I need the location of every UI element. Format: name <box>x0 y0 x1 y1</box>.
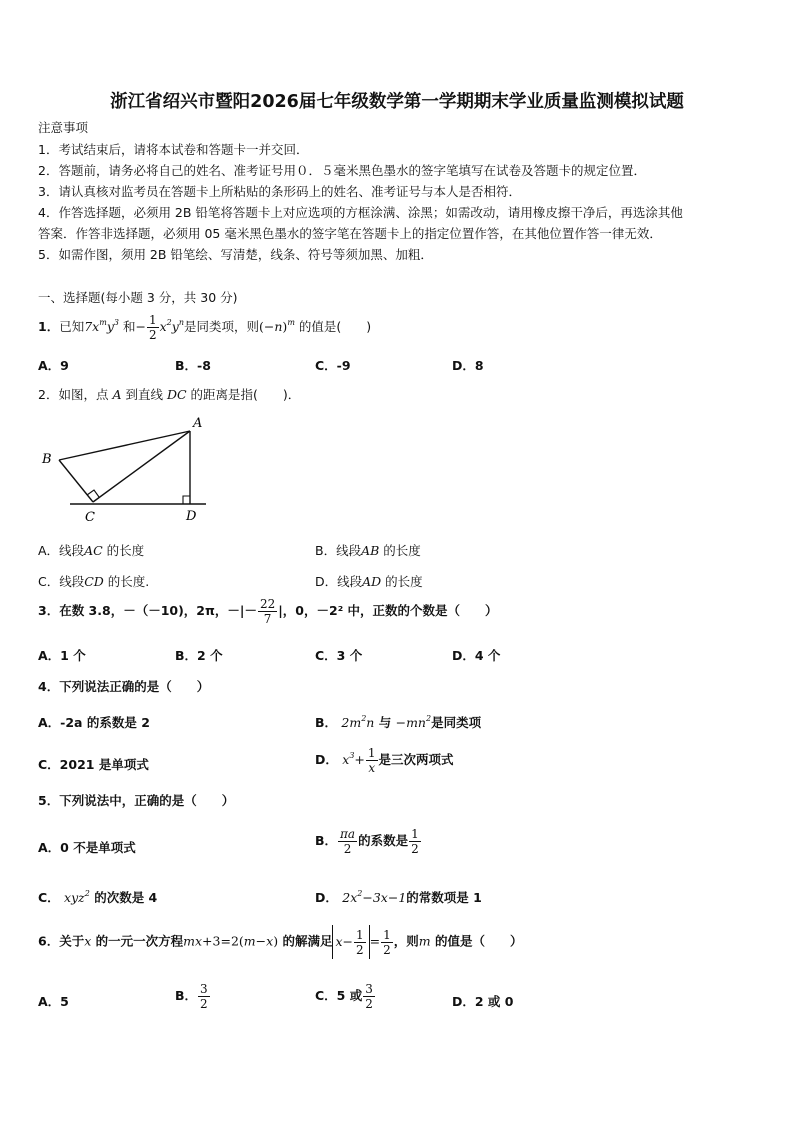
q4-option-c[interactable]: C．2021 是单项式 <box>38 757 149 772</box>
geometry-figure <box>36 412 216 527</box>
section-heading: 一、选择题(每小题 3 分，共 30 分) <box>38 290 238 305</box>
right-angle-d <box>183 496 190 504</box>
label-a: A <box>193 416 203 431</box>
q2-option-b[interactable]: B．线段AB 的长度 <box>315 543 421 558</box>
segment-bc <box>59 460 93 502</box>
question-5: 5．下列说法中，正确的是（ ） <box>38 793 235 808</box>
notice-item: 2．答题前，请务必将自己的姓名、准考证号用０．５毫米黑色墨水的签字笔填写在试卷及答题卡的规定位置． <box>38 163 646 178</box>
question-2: 2．如图，点 A 到直线 DC 的距离是指( )． <box>38 387 301 402</box>
label-b: B <box>42 452 52 467</box>
q6-option-b[interactable]: B． $\frac{3}{2}$ <box>175 982 208 1011</box>
q4-option-a[interactable]: A．-2a 的系数是 2 <box>38 715 150 730</box>
notice-item: 3．请认真核对监考员在答题卡上所粘贴的条形码上的姓名、准考证号与本人是否相符． <box>38 184 521 199</box>
q3-option-c[interactable]: C．3 个 <box>315 648 363 663</box>
question-4: 4．下列说法正确的是（ ） <box>38 679 210 694</box>
q3-option-b[interactable]: B．2 个 <box>175 648 223 663</box>
q2-option-c[interactable]: C．线段CD 的长度. <box>38 574 150 589</box>
q1-option-a[interactable]: A．9 <box>38 358 69 373</box>
question-1: 1．已知$7x^my^3$ 和− $\frac{1}{2}$ $x^2y^n$是同类项，则$(-n)^m$ 的值是( ) <box>38 313 372 342</box>
q5-option-c[interactable]: C． xyz$^2$ 的次数是 4 <box>38 889 158 905</box>
q2-option-a[interactable]: A．线段AC 的长度 <box>38 543 145 558</box>
q2-option-d[interactable]: D．线段AD 的长度 <box>315 574 423 589</box>
q3-option-a[interactable]: A．1 个 <box>38 648 86 663</box>
q4-option-b[interactable]: B． $2m^2n$ 与 $-mn^2$是同类项 <box>315 714 482 730</box>
label-d: D <box>186 509 197 524</box>
q6-option-d[interactable]: D．2 或 0 <box>452 994 514 1009</box>
q5-option-a[interactable]: A．0 不是单项式 <box>38 840 136 855</box>
q1-option-d[interactable]: D．8 <box>452 358 484 373</box>
label-c: C <box>85 510 95 525</box>
q6-option-a[interactable]: A．5 <box>38 994 69 1009</box>
q6-option-c[interactable]: C．5 或 $\frac{3}{2}$ <box>315 982 373 1011</box>
q1-option-b[interactable]: B．-8 <box>175 358 211 373</box>
notice-item: 4．作答选择题，必须用 2B 铅笔将答题卡上对应选项的方框涂满、涂黑；如需改动，请用橡皮擦干净后，再选涂其他 <box>38 205 683 220</box>
notice-heading: 注意事项 <box>38 120 89 135</box>
question-3: 3．在数 3.8，－（－10)，2π，－|－ $\frac{22}{7}$ |，0，－2² 中，正数的个数是（ ） <box>38 597 498 626</box>
notice-item: 5．如需作图，须用 2B 铅笔绘、写清楚，线条、符号等须加黑、加粗． <box>38 247 433 262</box>
page-title: 浙江省绍兴市暨阳2026届七年级数学第一学期期末学业质量监测模拟试题 <box>110 92 684 112</box>
notice-item: 答案．作答非选择题，必须用 05 毫米黑色墨水的签字笔在答题卡上的指定位置作答，在其他位置作答一律无效． <box>38 226 662 241</box>
notice-item: 1．考试结束后，请将本试卷和答题卡一并交回． <box>38 142 309 157</box>
q3-option-d[interactable]: D．4 个 <box>452 648 501 663</box>
q5-option-d[interactable]: D． $2x^2-3x-1$的常数项是 1 <box>315 889 482 905</box>
question-6: 6．关于x 的一元一次方程mx+3=2(m−x) 的解满足 x− $\frac{1}{2}$ = $\frac{1}{2}$ ，则m 的值是（ ） <box>38 925 523 959</box>
q5-option-b[interactable]: B． $\frac{\pi a}{2}$ 的系数是 $\frac{1}{2}$ <box>315 827 419 856</box>
q4-option-d[interactable]: D． $x^3+$ $\frac{1}{x}$ 是三次两项式 <box>315 746 454 775</box>
q1-option-c[interactable]: C．-9 <box>315 358 351 373</box>
